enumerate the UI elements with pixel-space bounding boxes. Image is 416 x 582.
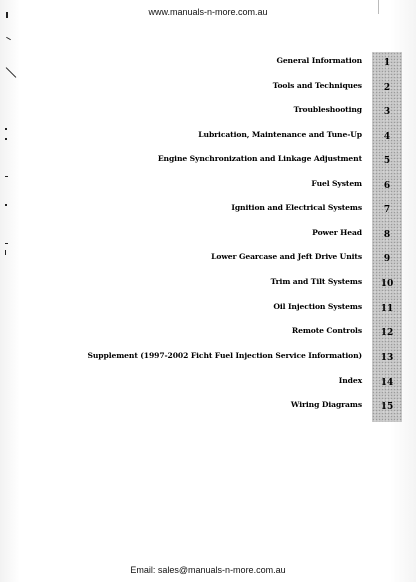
toc-item-title: Oil Injection Systems bbox=[273, 302, 362, 311]
scan-mark bbox=[5, 204, 7, 206]
toc-item-number: 6 bbox=[383, 181, 391, 191]
toc-item-number: 14 bbox=[380, 378, 394, 388]
toc-item-title: Troubleshooting bbox=[293, 105, 362, 114]
toc-item-title: Remote Controls bbox=[291, 326, 362, 335]
toc-item-title: Tools and Techniques bbox=[272, 81, 362, 90]
toc-item[interactable] bbox=[100, 152, 402, 170]
toc-item-number: 3 bbox=[383, 107, 391, 117]
toc-item[interactable] bbox=[100, 250, 402, 268]
toc-item-number: 12 bbox=[380, 328, 394, 338]
toc-item[interactable] bbox=[100, 128, 402, 146]
toc-item-number: 13 bbox=[380, 353, 394, 363]
toc-item-title: Supplement (1997-2002 Ficht Fuel Injection Service Information) bbox=[87, 351, 362, 360]
toc-item-number: 10 bbox=[380, 279, 394, 289]
toc-item-number: 15 bbox=[380, 402, 394, 412]
toc-item-title: Index bbox=[338, 376, 362, 385]
toc-item[interactable] bbox=[100, 201, 402, 219]
toc-item-title: Lubrication, Maintenance and Tune-Up bbox=[198, 130, 362, 139]
toc-item[interactable] bbox=[100, 226, 402, 244]
header-url: www.manuals-n-more.com.au bbox=[148, 7, 268, 17]
toc-item-number: 11 bbox=[380, 304, 394, 314]
footer-email: Email: sales@manuals-n-more.com.au bbox=[130, 565, 286, 575]
toc-item-title: Ignition and Electrical Systems bbox=[231, 203, 362, 212]
toc-item-title: General Information bbox=[276, 56, 362, 65]
toc-item-title: Engine Synchronization and Linkage Adjustment bbox=[157, 154, 362, 163]
toc-item[interactable] bbox=[100, 177, 402, 195]
toc-item[interactable] bbox=[100, 103, 402, 121]
scan-mark bbox=[5, 250, 6, 255]
toc-item[interactable] bbox=[100, 275, 402, 293]
toc-item[interactable] bbox=[100, 300, 402, 318]
toc-item-title: Lower Gearcase and Jeft Drive Units bbox=[211, 252, 362, 261]
toc-item-number: 2 bbox=[383, 83, 391, 93]
toc-item-number: 8 bbox=[383, 230, 391, 240]
toc-item[interactable] bbox=[87, 349, 402, 367]
toc-item[interactable] bbox=[100, 324, 402, 342]
toc-item-number: 5 bbox=[383, 156, 391, 166]
scan-mark bbox=[5, 243, 8, 244]
toc-item-title: Wiring Diagrams bbox=[290, 400, 362, 409]
scan-mark bbox=[5, 128, 7, 130]
toc-item-number: 7 bbox=[383, 205, 391, 215]
toc-item[interactable] bbox=[100, 398, 402, 416]
toc-item-title: Fuel System bbox=[311, 179, 362, 188]
toc-item[interactable] bbox=[100, 374, 402, 392]
scan-mark bbox=[5, 138, 7, 140]
toc-item-number: 9 bbox=[383, 254, 391, 264]
toc-item-title: Power Head bbox=[312, 228, 362, 237]
toc-item-number: 1 bbox=[383, 58, 391, 68]
scan-mark bbox=[5, 176, 8, 177]
toc-item-number: 4 bbox=[383, 132, 391, 142]
toc-item-title: Trim and Tilt Systems bbox=[270, 277, 362, 286]
toc-item[interactable] bbox=[100, 54, 402, 72]
toc-item[interactable] bbox=[100, 79, 402, 97]
